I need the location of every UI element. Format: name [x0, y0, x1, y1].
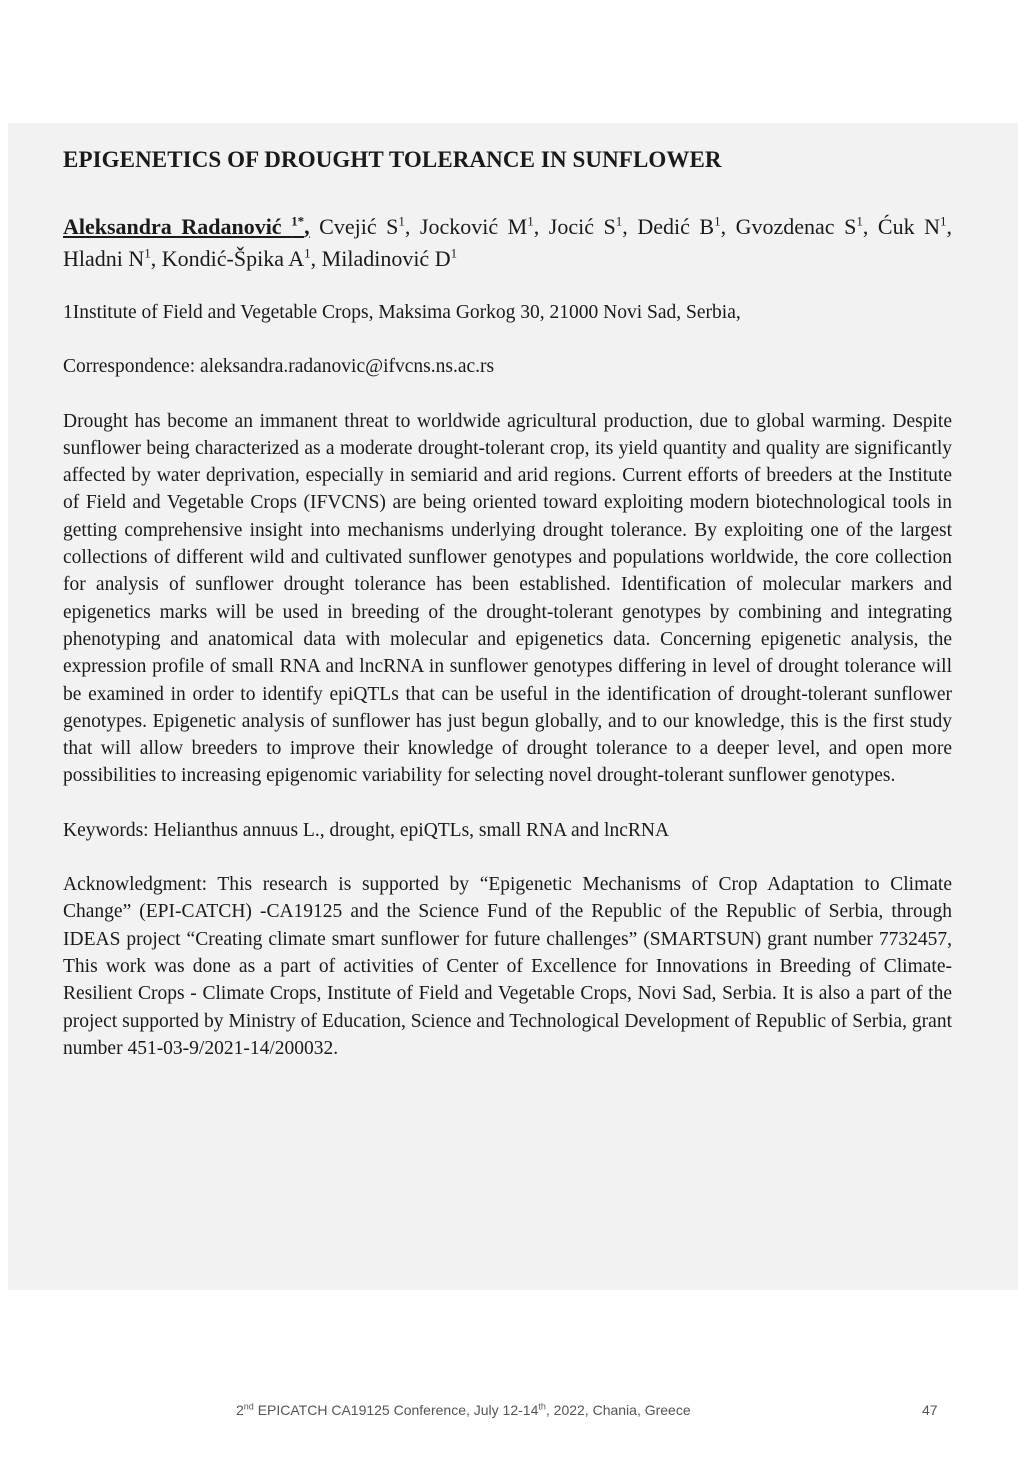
co-author: , Ćuk $N^1$	[862, 213, 947, 239]
co-author: Cvejić $S^1$	[309, 213, 405, 239]
correspondence-email: Correspondence: aleksandra.radanovic@ifvcns.ns.ac.rs	[63, 356, 495, 378]
co-author: , Miladinović $D^1$	[310, 245, 458, 271]
abstract-content	[63, 143, 952, 1062]
co-author: , Jocković $M^1$	[404, 213, 534, 239]
acknowledgment: Acknowledgment: This research is supported by “Epigenetic Mechanisms of Crop Adaptation to Climate Change” (EPI-CATCH) -CA19125 and the Science Fund of the Republic of the Republic of Serbia, through IDEAS project “Creating climate smart sunflower for future challenges” (SMARTSUN) grant number 7732457, This work was done as a part of activities of Center of Excellence for Innovations in Breeding of Climate-Resilient Crops - Climate Crops, Institute of Field and Vegetable Crops, Novi Sad, Serbia. It is also a part of the project supported by Ministry of Education, Science and Technological Development of Republic of Serbia, grant number 451-03-9/2021-14/200032.	[63, 874, 952, 1059]
co-author: , Dedić $B^1$	[622, 213, 721, 239]
lead-author: Aleksandra Radanović $^{1*}$,	[63, 213, 310, 239]
co-author: , Hladni $N^1$	[63, 214, 953, 271]
keywords: Keywords: Helianthus annuus L., drought, epiQTLs, small RNA and lncRNA	[63, 819, 670, 841]
conference-name: 2nd EPICATCH CA19125 Conference, July 12-14th, 2022, Chania, Greece	[236, 1401, 691, 1418]
abstract-body: Drought has become an immanent threat to worldwide agricultural production, due to global warming. Despite sunflower being characterized as a moderate drought-tolerant crop, its yield quantity and quality are significantly affected by water deprivation, especially in semiarid and arid regions. Current efforts of breeders at the Institute of Field and Vegetable Crops (IFVCNS) are being oriented toward exploiting modern biotechnological tools in getting comprehensive insight into mechanisms underlying drought tolerance. By exploiting one of the largest collections of different wild and cultivated sunflower genotypes and populations worldwide, the core collection for analysis of sunflower drought tolerance has been established. Identification of molecular markers and epigenetics marks will be used in breeding of the drought-tolerant genotypes by combining and integrating phenotyping and anatomical data with molecular and epigenetics data. Concerning epigenetic analysis, the expression profile of small RNA and lncRNA in sunflower genotypes differing in level of drought tolerance will be examined in order to identify epiQTLs that can be useful in the identification of drought-tolerant sunflower genotypes. Epigenetic analysis of sunflower has just begun globally, and to our knowledge, this is the first study that will allow breeders to improve their knowledge of drought tolerance to a deeper level, and open more possibilities to increasing epigenomic variability for selecting novel drought-tolerant sunflower genotypes.	[63, 410, 952, 787]
author-list	[63, 211, 952, 275]
page-number: 47	[922, 1402, 938, 1418]
paper-title: EPIGENETICS OF DROUGHT TOLERANCE IN SUNFLOWER	[63, 147, 722, 172]
affiliation: 1Institute of Field and Vegetable Crops, Maksima Gorkog 30, 21000 Novi Sad, Serbia,	[63, 302, 741, 323]
co-author: , Jocić $S^1$	[533, 213, 623, 239]
co-author: , Gvozdenac $S^1$	[720, 213, 863, 239]
lead-author-marker: 1*	[291, 213, 305, 229]
page-footer	[0, 1402, 1024, 1422]
co-author: , Kondić-Špika $A^1$	[150, 245, 311, 271]
